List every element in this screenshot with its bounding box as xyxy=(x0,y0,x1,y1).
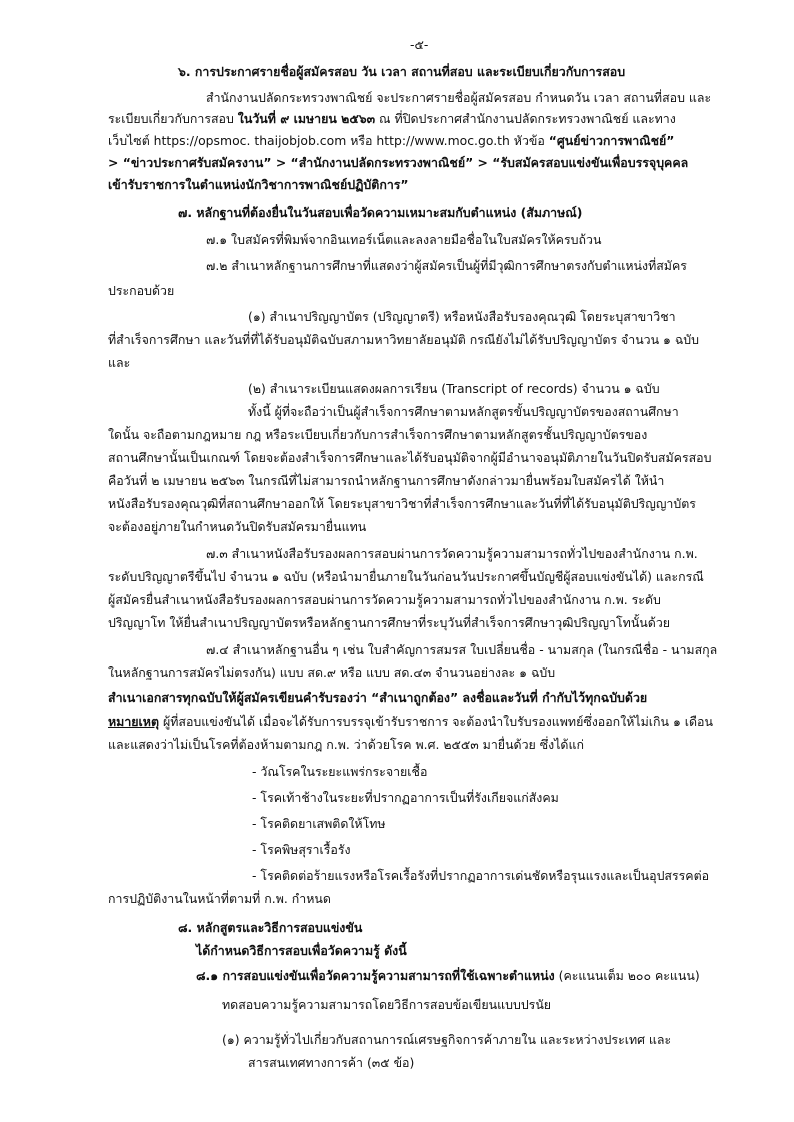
disease-item: - วัณโรคในระยะแพร่กระจายเชื้อ xyxy=(252,764,428,779)
page-number: -๕- xyxy=(410,37,429,52)
section7-sub1-line2: ที่สำเร็จการศึกษา และวันที่ที่ได้รับอนุมัติฉบับสภามหาวิทยาลัยอนุมัติ กรณียังไม่ได้รับปริญญาบัตร จำนวน ๑ ฉบับ xyxy=(108,332,700,347)
section8-topic1-line2: สารสนเทศทางการค้า (๓๕ ข้อ) xyxy=(248,1055,415,1070)
section7-note-line6: จะต้องอยู่ภายในกำหนดวันปิดรับสมัครมายื่นแทน xyxy=(108,519,367,534)
section7-note-line2: ใดนั้น จะถือตามกฎหมาย กฎ หรือระเบียบเกี่ยวกับการสำเร็จการศึกษาตามหลักสูตรชั้นปริญญาบัตรของ xyxy=(108,427,648,442)
section8-item1-title: ๘.๑ การสอบแข่งขันเพื่อวัดความรู้ความสามารถที่ใช้เฉพาะตำแหน่ง xyxy=(196,968,555,983)
remark-label: หมายเหตุ xyxy=(108,714,160,729)
section7-item3-line4: ปริญญาโท ให้ยื่นสำเนาปริญญาบัตรหรือหลักฐานการศึกษาที่ระบุวันที่สำเร็จการศึกษาวุฒิปริญญาโทนั้นด้วย xyxy=(108,615,671,630)
section7-note-line5: หนังสือรับรองคุณวุฒิที่สถานศึกษาออกให้ โดยระบุสาขาวิชาที่สำเร็จการศึกษาและวันที่ที่ได้รับอนุมัติปริญญาบัตร xyxy=(108,496,696,511)
section8-item1 xyxy=(196,968,700,984)
section7-item3-line3: ผู้สมัครยื่นสำเนาหนังสือรับรองผลการสอบผ่านการวัดความรู้ความสามารถทั่วไปของสำนักงาน ก.พ. ระดับ xyxy=(108,592,661,607)
section6-line5: เข้ารับราชการในตำแหน่งนักวิชาการพาณิชย์ปฏิบัติการ” xyxy=(108,177,409,192)
section7-sub1-line1: (๑) สำเนาปริญญาบัตร (ปริญญาตรี) หรือหนังสือรับรองคุณวุฒิ โดยระบุสาขาวิชา xyxy=(248,309,676,324)
section7-note-line1: ทั้งนี้ ผู้ที่จะถือว่าเป็นผู้สำเร็จการศึกษาตามหลักสูตรขั้นปริญญาบัตรของสถานศึกษา xyxy=(248,404,679,419)
section7-item3-line2: ระดับปริญญาตรีขึ้นไป จำนวน ๑ ฉบับ (หรือนำมายื่นภายในวันก่อนวันประกาศขึ้นบัญชีผู้สอบแข่งขันได้) และกรณี xyxy=(108,569,704,584)
section6-line2 xyxy=(108,111,676,127)
section7-note-line4: คือวันที่ ๒ เมษายน ๒๕๖๓ ในกรณีที่ไม่สามารถนำหลักฐานการศึกษาดังกล่าวมายื่นพร้อมใบสมัครได้ ให้นำ xyxy=(108,473,665,488)
section6-line4: > “ข่าวประกาศรับสมัครงาน” > “สำนักงานปลัดกระทรวงพาณิชย์” > “รับสมัครสอบแข่งขันเพื่อบรรจุบุคคล xyxy=(108,155,689,170)
section8-subheading: ได้กำหนดวิธีการสอบเพื่อวัดความรู้ ดังนี้ xyxy=(196,943,407,958)
section7-note-line3: สถานศึกษานั้นเป็นเกณฑ์ โดยจะต้องสำเร็จการศึกษาและได้รับอนุมัติจากผู้มีอำนาจอนุมัติภายในวันปิดรับสมัครสอบ xyxy=(108,450,712,465)
section7-remark-line1 xyxy=(108,714,713,730)
section6-line2-c: ณ ที่ปิดประกาศสำนักงานปลัดกระทรวงพาณิชย์ และทาง xyxy=(379,111,676,126)
section7-certify: สำเนาเอกสารทุกฉบับให้ผู้สมัครเขียนคำรับรองว่า “สำเนาถูกต้อง” ลงชื่อและวันที่ กำกับไว้ทุกฉบับด้วย xyxy=(108,690,648,705)
section6-line3 xyxy=(108,133,674,149)
disease-item: - โรคเท้าช้างในระยะที่ปรากฏอาการเป็นที่รังเกียจแก่สังคม xyxy=(252,790,559,805)
section7-sub2: (๒) สำเนาระเบียนแสดงผลการเรียน (Transcript of records) จำนวน ๑ ฉบับ xyxy=(248,381,660,396)
section6-line2-a: ระเบียบเกี่ยวกับการสอบ xyxy=(108,111,234,126)
section8-item1-score: (คะแนนเต็ม ๒๐๐ คะแนน) xyxy=(558,968,700,983)
section7-item2-line1: ๗.๒ สำเนาหลักฐานการศึกษาที่แสดงว่าผู้สมัครเป็นผู้ที่มีวุฒิการศึกษาตรงกับตำแหน่งที่สมัคร xyxy=(206,258,687,273)
section6-heading: ๖. การประกาศรายชื่อผู้สมัครสอบ วัน เวลา สถานที่สอบ และระเบียบเกี่ยวกับการสอบ xyxy=(178,64,626,79)
disease-item: - โรคติดต่อร้ายแรงหรือโรคเรื้อรังที่ปรากฏอาการเด่นชัดหรือรุนแรงและเป็นอุปสรรคต่อ xyxy=(252,868,710,883)
section8-method: ทดสอบความรู้ความสามารถโดยวิธีการสอบข้อเขียนแบบปรนัย xyxy=(222,997,552,1012)
section7-item2-line2: ประกอบด้วย xyxy=(108,283,175,298)
section6-line1: สำนักงานปลัดกระทรวงพาณิชย์ จะประกาศรายชื่อผู้สมัครสอบ กำหนดวัน เวลา สถานที่สอบ และ xyxy=(206,90,712,105)
section8-heading: ๘. หลักสูตรและวิธีการสอบแข่งขัน xyxy=(178,920,363,935)
section8-topic1-line1: (๑) ความรู้ทั่วไปเกี่ยวกับสถานการณ์เศรษฐกิจการค้าภายใน และระหว่างประเทศ และ xyxy=(222,1032,672,1047)
section7-item1: ๗.๑ ใบสมัครที่พิมพ์จากอินเทอร์เน็ตและลงลายมือชื่อในใบสมัครให้ครบถ้วน xyxy=(206,232,602,247)
disease-tail: การปฏิบัติงานในหน้าที่ตามที่ ก.พ. กำหนด xyxy=(108,891,331,906)
remark-text: ผู้ที่สอบแข่งขันได้ เมื่อจะได้รับการบรรจุเข้ารับราชการ จะต้องนำใบรับรองแพทย์ซึ่งออกให้ไม่เกิน ๑ เดือน xyxy=(162,714,713,729)
section7-item3-line1: ๗.๓ สำเนาหนังสือรับรองผลการสอบผ่านการวัดความรู้ความสามารถทั่วไปของสำนักงาน ก.พ. xyxy=(206,546,698,561)
section7-item4-line2: ในหลักฐานการสมัครไม่ตรงกัน) แบบ สด.๙ หรือ แบบ สด.๔๓ จำนวนอย่างละ ๑ ฉบับ xyxy=(108,665,556,680)
section6-news-center: “ศูนย์ข่าวการพาณิชย์” xyxy=(548,133,675,148)
section6-websites: เว็บไซต์ https://opsmoc. thaijobjob.com หรือ http://www.moc.go.th หัวข้อ xyxy=(108,133,545,148)
disease-item: - โรคติดยาเสพติดให้โทษ xyxy=(252,816,386,831)
disease-item: - โรคพิษสุราเรื้อรัง xyxy=(252,842,351,857)
section7-remark-line2: และแสดงว่าไม่เป็นโรคที่ต้องห้ามตามกฎ ก.พ. ว่าด้วยโรค พ.ศ. ๒๕๕๓ มายื่นด้วย ซึ่งได้แก่ xyxy=(108,737,584,752)
section7-sub1-line3: และ xyxy=(108,355,131,370)
section7-heading: ๗. หลักฐานที่ต้องยื่นในวันสอบเพื่อวัดความเหมาะสมกับตำแหน่ง (สัมภาษณ์) xyxy=(178,205,583,220)
section7-item4-line1: ๗.๔ สำเนาหลักฐานอื่น ๆ เช่น ใบสำคัญการสมรส ใบเปลี่ยนชื่อ - นามสกุล (ในกรณีชื่อ - นามสกุล xyxy=(206,642,718,657)
section6-date: ในวันที่ ๙ เมษายน ๒๕๖๓ xyxy=(237,111,376,126)
